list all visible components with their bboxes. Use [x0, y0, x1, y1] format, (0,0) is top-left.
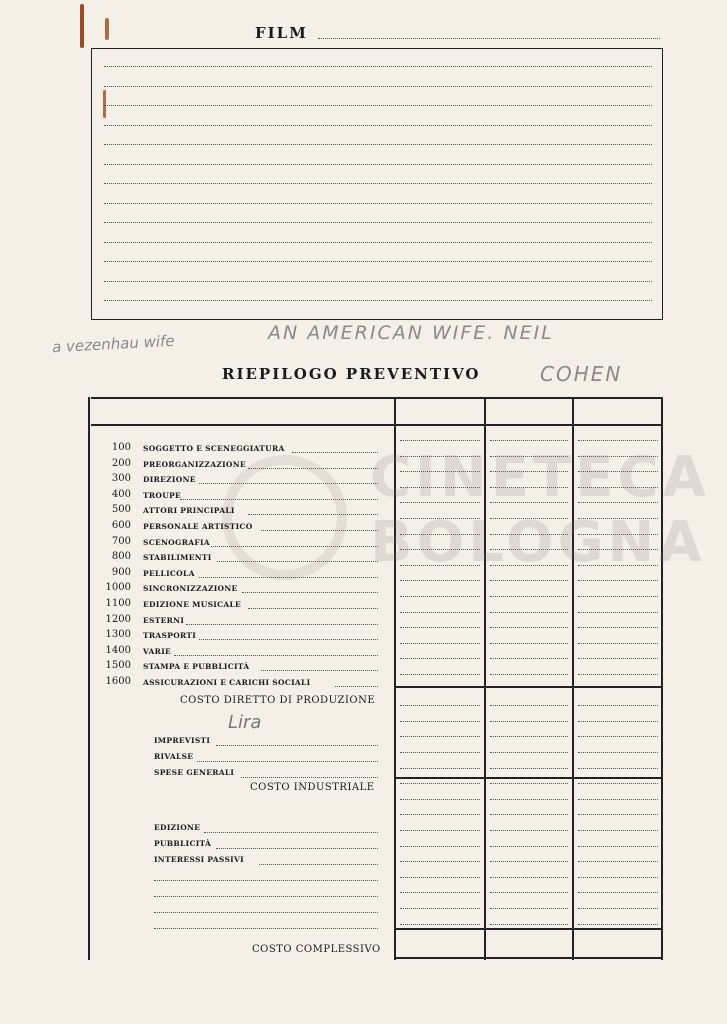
item-number: 100 — [111, 442, 131, 453]
film-box-line — [104, 86, 652, 87]
item-dot-leader — [292, 452, 378, 453]
column-dot-line — [578, 846, 658, 847]
column-dot-line — [578, 721, 658, 722]
item-label: PREORGANIZZAZIONE — [143, 459, 246, 469]
blank-line — [154, 880, 378, 881]
film-box-line — [104, 164, 652, 165]
item-number: 1000 — [105, 582, 131, 594]
handwritten-note-left: a vezenhau wife — [51, 331, 175, 357]
film-box-line — [104, 66, 652, 67]
column-dot-line — [490, 799, 568, 800]
item-number: 900 — [111, 566, 131, 578]
watermark-line-1: CINETECA — [370, 445, 710, 510]
column-dot-line — [490, 721, 568, 722]
item-number: 200 — [111, 457, 131, 469]
column-dot-line — [400, 627, 480, 628]
handwritten-lira-note: Lira — [228, 712, 262, 733]
subtotal-rule — [394, 686, 662, 688]
extra-dot-leader — [216, 745, 378, 746]
extra2-label: EDIZIONE — [154, 823, 201, 832]
item-label: EDIZIONE MUSICALE — [143, 600, 242, 609]
column-dot-line — [400, 908, 480, 909]
item-number: 500 — [111, 504, 131, 516]
item-number: 1100 — [105, 598, 131, 609]
column-dot-line — [400, 721, 480, 722]
column-dot-line — [578, 861, 658, 862]
handwritten-title-note: AN AMERICAN WIFE. NEIL — [268, 322, 554, 344]
column-dot-line — [578, 783, 658, 784]
column-dot-line — [578, 799, 658, 800]
column-dot-line — [400, 814, 480, 815]
column-dot-line — [578, 752, 658, 753]
column-dot-line — [400, 799, 480, 800]
column-dot-line — [578, 627, 658, 628]
item-number: 1600 — [105, 676, 131, 687]
film-box-line — [104, 300, 652, 301]
film-title-line — [318, 38, 660, 39]
extra-label: RIVALSE — [154, 752, 194, 761]
column-dot-line — [400, 783, 480, 784]
item-dot-leader — [248, 514, 378, 515]
item-label: VARIE — [143, 646, 172, 656]
costo-industriale-label: COSTO INDUSTRIALE — [250, 782, 375, 793]
costo-diretto-label: COSTO DIRETTO DI PRODUZIONE — [180, 695, 376, 706]
column-dot-line — [490, 580, 568, 581]
column-dot-line — [578, 658, 658, 659]
item-number: 800 — [111, 551, 131, 563]
column-dot-line — [400, 924, 480, 925]
film-box-line — [104, 203, 652, 204]
blank-line — [154, 912, 378, 913]
item-dot-leader — [261, 530, 378, 531]
film-box-line — [104, 222, 652, 223]
column-dot-line — [400, 596, 480, 597]
extra2-label: INTERESSI PASSIVI — [154, 855, 244, 864]
item-dot-leader — [242, 592, 378, 593]
column-dot-line — [400, 892, 480, 893]
item-number: 1500 — [105, 660, 131, 672]
column-dot-line — [400, 830, 480, 831]
item-label: PERSONALE ARTISTICO — [143, 522, 253, 531]
item-dot-leader — [199, 577, 378, 578]
column-dot-line — [490, 830, 568, 831]
table-top-border — [91, 397, 662, 399]
column-dot-line — [490, 736, 568, 737]
column-dot-line — [400, 736, 480, 737]
extra-dot-leader — [241, 777, 378, 778]
column-dot-line — [578, 736, 658, 737]
watermark-line-2: BOLOGNA — [370, 510, 706, 575]
item-number: 600 — [111, 520, 131, 531]
column-dot-line — [490, 752, 568, 753]
rust-stain — [105, 18, 109, 40]
item-label: TRASPORTI — [143, 631, 197, 641]
column-dot-line — [490, 846, 568, 847]
film-box-line — [104, 261, 652, 262]
film-box-line — [104, 242, 652, 243]
column-dot-line — [578, 768, 658, 769]
column-dot-line — [578, 814, 658, 815]
film-label: FILM — [255, 24, 308, 42]
blank-line — [154, 928, 378, 929]
column-dot-line — [490, 877, 568, 878]
item-dot-leader — [335, 686, 378, 687]
extra2-dot-leader — [216, 848, 378, 849]
column-dot-line — [578, 908, 658, 909]
extra2-dot-leader — [204, 832, 378, 833]
column-dot-line — [490, 861, 568, 862]
column-dot-line — [490, 643, 568, 644]
summary-title: RIEPILOGO PREVENTIVO — [222, 365, 481, 383]
item-dot-leader — [248, 468, 378, 469]
column-dot-line — [578, 580, 658, 581]
column-dot-line — [400, 440, 480, 441]
subtotal-rule — [394, 777, 662, 779]
item-number: 1300 — [105, 629, 131, 641]
item-dot-leader — [261, 670, 378, 671]
item-label: ASSICURAZIONI E CARICHI SOCIALI — [143, 678, 311, 687]
column-dot-line — [400, 768, 480, 769]
column-dot-line — [578, 830, 658, 831]
item-dot-leader — [186, 624, 378, 625]
item-number: 400 — [111, 488, 131, 500]
column-dot-line — [578, 674, 658, 675]
extra-dot-leader — [197, 761, 378, 762]
column-dot-line — [490, 612, 568, 613]
column-dot-line — [400, 658, 480, 659]
item-dot-leader — [217, 561, 378, 562]
column-dot-line — [578, 705, 658, 706]
column-dot-line — [578, 892, 658, 893]
column-dot-line — [578, 877, 658, 878]
item-number: 300 — [111, 473, 131, 485]
film-box-line — [104, 125, 652, 126]
extra2-label: PUBBLICITÀ — [154, 839, 212, 848]
item-label: TROUPE — [143, 490, 182, 500]
item-label: SOGGETTO E SCENEGGIATURA — [143, 444, 285, 453]
column-dot-line — [400, 580, 480, 581]
table-header-rule — [91, 424, 662, 426]
item-number: 700 — [111, 535, 131, 547]
column-dot-line — [490, 783, 568, 784]
item-label: SCENOGRAFIA — [143, 537, 210, 547]
film-box-line — [104, 183, 652, 184]
column-dot-line — [578, 440, 658, 441]
total-rule — [394, 928, 662, 930]
column-dot-line — [490, 440, 568, 441]
extra2-dot-leader — [259, 864, 378, 865]
item-dot-leader — [248, 608, 378, 609]
column-dot-line — [400, 846, 480, 847]
item-label: ATTORI PRINCIPALI — [143, 506, 235, 516]
column-dot-line — [490, 814, 568, 815]
column-dot-line — [490, 924, 568, 925]
column-dot-line — [578, 596, 658, 597]
column-dot-line — [578, 612, 658, 613]
item-label: SINCRONIZZAZIONE — [143, 584, 238, 594]
rust-stain — [80, 4, 84, 48]
column-dot-line — [490, 892, 568, 893]
column-dot-line — [490, 908, 568, 909]
item-label: ESTERNI — [143, 615, 185, 625]
column-dot-line — [578, 924, 658, 925]
column-dot-line — [400, 877, 480, 878]
column-dot-line — [400, 861, 480, 862]
item-dot-leader — [180, 499, 378, 500]
column-dot-line — [490, 596, 568, 597]
column-dot-line — [490, 705, 568, 706]
table-bottom-rule — [394, 957, 662, 959]
item-number: 1200 — [105, 613, 131, 625]
film-box-line — [104, 281, 652, 282]
column-dot-line — [400, 705, 480, 706]
item-label: STAMPA E PUBBLICITÀ — [143, 662, 250, 672]
column-dot-line — [400, 643, 480, 644]
table-left-border — [88, 397, 90, 960]
item-label: PELLICOLA — [143, 568, 195, 578]
column-dot-line — [578, 643, 658, 644]
column-dot-line — [400, 612, 480, 613]
item-dot-leader — [199, 639, 378, 640]
item-dot-leader — [211, 546, 378, 547]
item-label: DIREZIONE — [143, 475, 196, 485]
column-dot-line — [400, 674, 480, 675]
item-dot-leader — [199, 483, 378, 484]
costo-complessivo-label: COSTO COMPLESSIVO — [252, 944, 381, 955]
column-dot-line — [490, 674, 568, 675]
column-dot-line — [400, 752, 480, 753]
extra-label: IMPREVISTI — [154, 736, 211, 745]
item-label: STABILIMENTI — [143, 553, 212, 563]
extra-label: SPESE GENERALI — [154, 768, 235, 777]
blank-line — [154, 896, 378, 897]
column-dot-line — [490, 768, 568, 769]
item-dot-leader — [174, 655, 378, 656]
handwritten-name-note: COHEN — [540, 362, 623, 386]
film-box — [91, 48, 663, 320]
item-number: 1400 — [105, 644, 131, 656]
column-dot-line — [490, 627, 568, 628]
column-dot-line — [490, 658, 568, 659]
film-box-line — [104, 105, 652, 106]
film-box-line — [104, 144, 652, 145]
